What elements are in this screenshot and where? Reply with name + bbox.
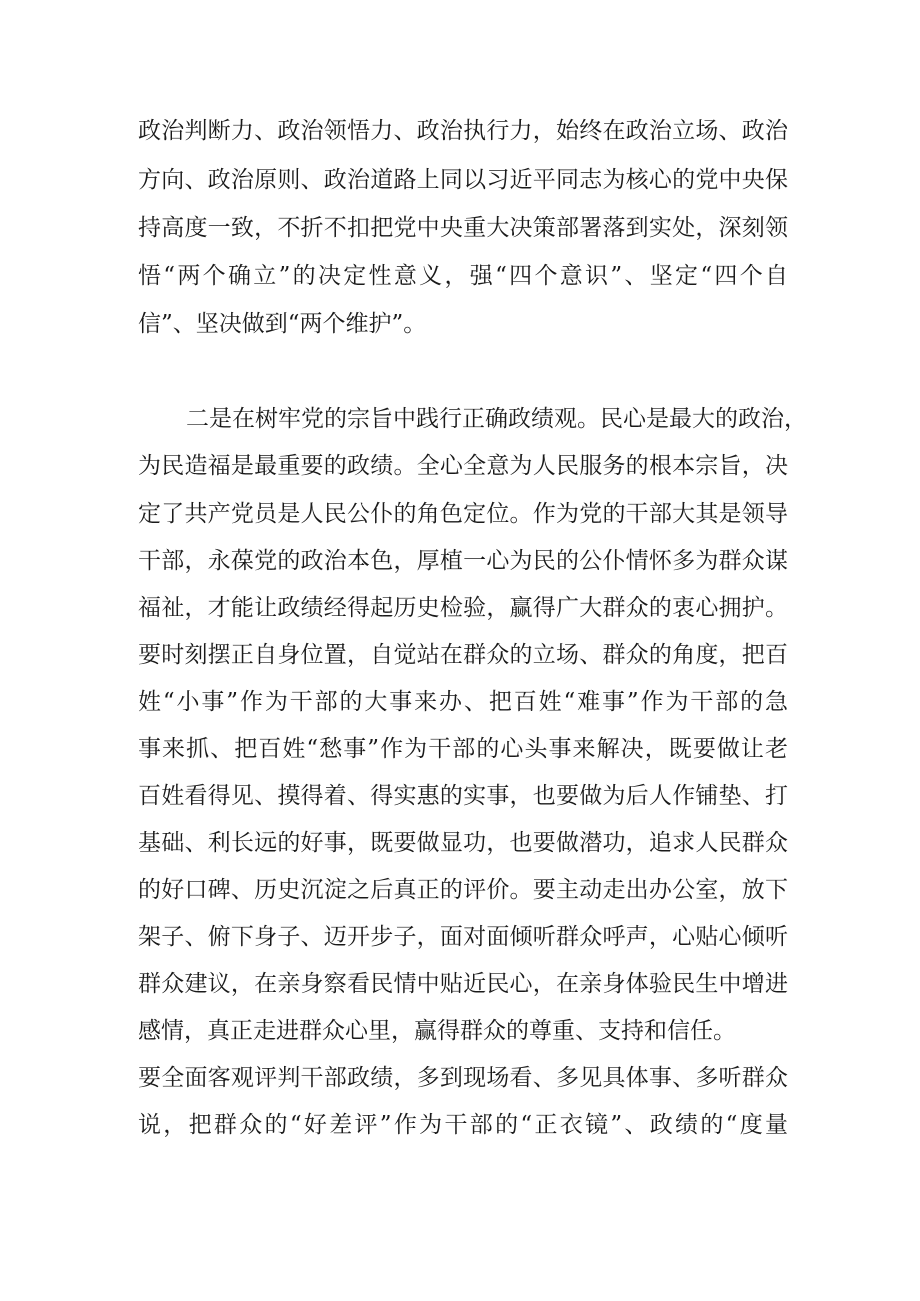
- paragraph-line: 百姓看得见、摸得着、得实惠的实事，也要做为后人作铺垫、打: [138, 783, 788, 809]
- paragraph-line: 福祉，才能让政绩经得起历史检验，赢得广大群众的衷心拥护。: [138, 595, 788, 621]
- paragraph-line: 事来抓、把百姓“愁事”作为干部的心头事来解决，既要做让老: [138, 736, 788, 762]
- paragraph-line: 二是在树牢党的宗旨中践行正确政绩观。民心是最大的政治，: [186, 406, 807, 432]
- paragraph-line: 定了共产党员是人民公仆的角色定位。作为党的干部大其是领导: [138, 501, 788, 527]
- paragraph-line: 方向、政治原则、政治道路上同以习近平同志为核心的党中央保: [138, 167, 788, 193]
- paragraph-line: 悟“两个确立”的决定性意义，强“四个意识”、坚定“四个自: [138, 263, 788, 289]
- paragraph-line: 的好口碑、历史沉淀之后真正的评价。要主动走出办公室，放下: [138, 877, 788, 903]
- paragraph-line: 持高度一致，不折不扣把党中央重大决策部署落到实处，深刻领: [138, 215, 788, 241]
- paragraph-line: 信”、坚决做到“两个维护”。: [138, 311, 427, 337]
- paragraph-line: 架子、俯下身子、迈开步子，面对面倾听群众呼声，心贴心倾听: [138, 924, 788, 950]
- paragraph-line: 为民造福是最重要的政绩。全心全意为人民服务的根本宗旨，决: [138, 453, 788, 479]
- paragraph-line: 说，把群众的“好差评”作为干部的“正衣镜”、政绩的“度量: [138, 1112, 788, 1138]
- paragraph-line: 姓“小事”作为干部的大事来办、把百姓“难事”作为干部的急: [138, 689, 788, 715]
- paragraph-line: 要时刻摆正自身位置，自觉站在群众的立场、群众的角度，把百: [138, 642, 788, 668]
- paragraph-line: 群众建议，在亲身察看民情中贴近民心，在亲身体验民生中增进: [138, 971, 788, 997]
- paragraph-line: 要全面客观评判干部政绩，多到现场看、多见具体事、多听群众: [138, 1065, 788, 1091]
- paragraph-line: 干部，永葆党的政治本色，厚植一心为民的公仆情怀多为群众谋: [138, 548, 788, 574]
- paragraph-line: 政治判断力、政治领悟力、政治执行力，始终在政治立场、政治: [138, 118, 788, 144]
- paragraph-line: 基础、利长远的好事，既要做显功，也要做潜功，追求人民群众: [138, 830, 788, 856]
- paragraph-line: 感情，真正走进群众心里，赢得群众的尊重、支持和信任。: [138, 1018, 736, 1044]
